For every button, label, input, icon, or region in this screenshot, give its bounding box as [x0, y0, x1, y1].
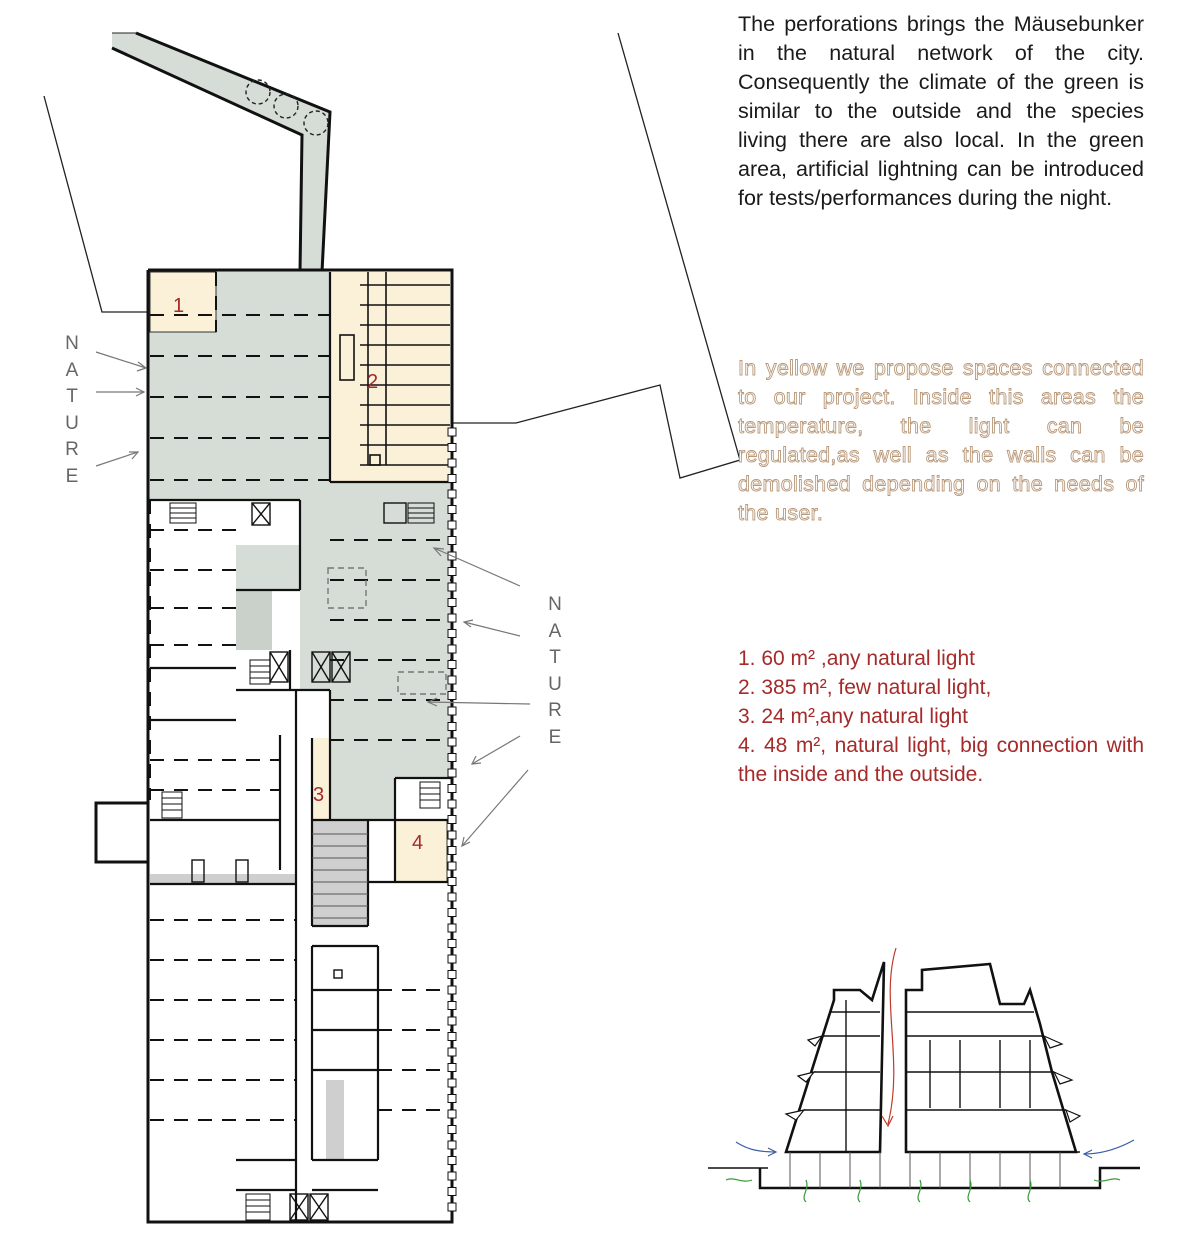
facade-window	[448, 971, 456, 979]
room-number-3: 3	[313, 784, 325, 806]
facade-window	[448, 847, 456, 855]
facade-window	[448, 475, 456, 483]
facade-window	[448, 816, 456, 824]
facade-window	[448, 1110, 456, 1118]
legend-item-3: 3. 24 m²‚any natural light	[738, 705, 968, 728]
legend-item-1: 1. 60 m² ,any natural light	[738, 647, 975, 670]
area-legend	[738, 644, 1158, 789]
yellow-spaces-paragraph: In yellow we propose spaces connected to our project. Inside this areas the temperature, the light can be regulated,as well as the walls can be demolished depending on the needs of the user.	[738, 356, 1144, 525]
legend-item-4: 4. 48 m², natural light, big connection with the inside and the outside.	[738, 734, 1144, 786]
intro-paragraph: The perforations brings the Mäusebunker in the natural network of the city. Consequently the climate of the green is similar to the outside and the species living there are also local. In the green area, artificial lightning can be introduced for tests/performances during the night.	[738, 12, 1144, 210]
facade-window	[448, 459, 456, 467]
facade-window	[448, 723, 456, 731]
facade-window	[448, 940, 456, 948]
facade-window	[448, 909, 456, 917]
facade-window	[448, 754, 456, 762]
building	[96, 270, 456, 1222]
facade-window	[448, 428, 456, 436]
facade-window	[448, 769, 456, 777]
facade-window	[448, 1033, 456, 1041]
facade-window	[448, 1157, 456, 1165]
facade-window	[448, 521, 456, 529]
facade-window	[448, 1048, 456, 1056]
facade-window	[448, 506, 456, 514]
facade-window	[448, 924, 456, 932]
facade-window	[448, 614, 456, 622]
facade-window	[448, 707, 456, 715]
facade-window	[448, 738, 456, 746]
room-number-1: 1	[173, 295, 185, 317]
facade-window	[448, 1172, 456, 1180]
facade-window	[448, 1095, 456, 1103]
facade-window	[448, 800, 456, 808]
yellow-space-2	[330, 272, 450, 482]
facade-window	[448, 1141, 456, 1149]
facade-window	[448, 1017, 456, 1025]
facade-window	[448, 676, 456, 684]
facade-window	[448, 630, 456, 638]
facade-window	[448, 1203, 456, 1211]
green-corridor	[112, 33, 330, 272]
legend-item-2: 2. 385 m², few natural light,	[738, 676, 992, 699]
facade-window	[448, 893, 456, 901]
facade-window	[448, 986, 456, 994]
facade-window	[448, 444, 456, 452]
yellow-space-3	[312, 738, 330, 820]
facade-window	[448, 490, 456, 498]
facade-window	[448, 1126, 456, 1134]
room-number-4: 4	[412, 832, 424, 854]
facade-window	[448, 955, 456, 963]
facade-window	[448, 645, 456, 653]
facade-window	[448, 537, 456, 545]
facade-window	[448, 692, 456, 700]
facade-window	[448, 583, 456, 591]
facade-window	[448, 785, 456, 793]
facade-window	[448, 1064, 456, 1072]
facade-window	[448, 1002, 456, 1010]
facade-window	[448, 661, 456, 669]
facade-window	[448, 878, 456, 886]
facade-window	[448, 862, 456, 870]
facade-window	[448, 1188, 456, 1196]
room-number-2: 2	[367, 371, 379, 393]
facade-window	[448, 1079, 456, 1087]
facade-window	[448, 599, 456, 607]
nature-label-right: N A T U R E	[548, 594, 562, 748]
facade-window	[448, 831, 456, 839]
facade-window	[448, 568, 456, 576]
nature-label-left: N A T U R E	[65, 333, 79, 487]
